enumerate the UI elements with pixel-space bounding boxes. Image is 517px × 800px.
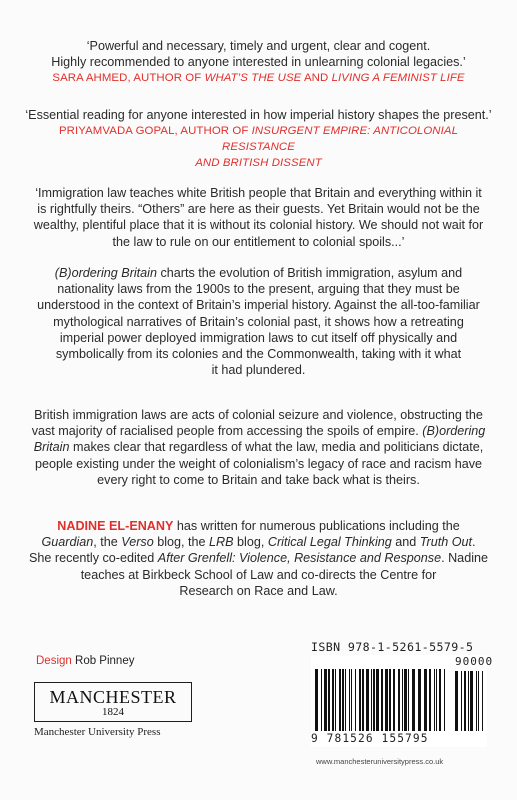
description-line: nationality laws from the 1900s to the present, arguing that they must be bbox=[57, 282, 460, 297]
barcode-number: 9 781526 155795 bbox=[311, 732, 429, 745]
book-description bbox=[24, 265, 493, 378]
description-line: symbolically from its colonies and the Commonwealth, taking with it what bbox=[55, 347, 462, 362]
quote-attribution: SARA AHMED, AUTHOR OF WHAT’S THE USE AND LIVING A FEMINIST LIFE bbox=[52, 72, 465, 85]
book-argument bbox=[24, 407, 493, 488]
bio-line: She recently co-edited After Grenfell: Violence, Resistance and Response. Nadine bbox=[28, 551, 489, 566]
argument-line: every right to come to Britain and take back what is theirs. bbox=[97, 472, 420, 487]
excerpt-quote bbox=[24, 185, 493, 250]
publisher-logo-box: MANCHESTER 1824 bbox=[34, 682, 192, 722]
argument-line: vast majority of racialised people from accessing the spoils of empire. (B)ordering bbox=[31, 424, 486, 439]
author-name: NADINE EL-ENANY bbox=[57, 519, 174, 533]
publisher-logo bbox=[34, 682, 192, 738]
excerpt-line: is rightfully theirs. “Others” are here as their guests. Yet Britain would not be the bbox=[37, 202, 480, 217]
excerpt-line: ‘Immigration law teaches white British people that Britain and everything within it bbox=[35, 186, 482, 200]
price-barcode-graphic bbox=[451, 669, 487, 731]
bio-line: Guardian, the Verso blog, the LRB blog, Critical Legal Thinking and Truth Out. bbox=[41, 535, 476, 550]
excerpt-line: wealthy, plentiful place that it is without its colonial history. We should not wait for bbox=[33, 218, 484, 233]
bio-line: NADINE EL-ENANY has written for numerous publications including the bbox=[57, 519, 460, 533]
praise-quote-ahmed bbox=[24, 38, 493, 86]
quote-attribution: PRIYAMVADA GOPAL, AUTHOR OF INSURGENT EMPIRE: ANTICOLONIAL RESISTANCE bbox=[58, 125, 459, 154]
ean-barcode-graphic bbox=[311, 655, 451, 731]
publisher-website: www.manchesteruniversitypress.co.uk bbox=[316, 757, 444, 766]
quote-line: ‘Powerful and necessary, timely and urgent, clear and cogent. bbox=[86, 39, 431, 53]
argument-line: Britain makes clear that regardless of what the law, media and politicians dictate, bbox=[33, 440, 484, 455]
description-line: (B)ordering Britain charts the evolution of British immigration, asylum and bbox=[54, 266, 463, 280]
author-bio bbox=[24, 518, 493, 599]
barcode bbox=[311, 655, 494, 747]
bio-line: teaches at Birkbeck School of Law and co-directs the Centre for bbox=[80, 567, 437, 582]
description-line: understood in the context of Britain’s imperial history. Against the all-too-familiar bbox=[37, 298, 480, 313]
quote-line: ‘Essential reading for anyone interested in how imperial history shapes the present.’ bbox=[25, 108, 492, 122]
publisher-name: Manchester University Press bbox=[34, 726, 161, 738]
isbn-text: ISBN 978-1-5261-5579-5 bbox=[311, 640, 474, 654]
price-code: 90000 bbox=[455, 655, 494, 668]
bio-line: Research on Race and Law. bbox=[179, 583, 338, 598]
argument-line: British immigration laws are acts of colonial seizure and violence, obstructing the bbox=[34, 408, 483, 422]
argument-line: people existing under the weight of colonialism’s legacy of race and racism have bbox=[34, 456, 483, 471]
description-line: imperial power deployed immigration laws to cut itself off physically and bbox=[59, 330, 458, 345]
quote-line: Highly recommended to anyone interested in unlearning colonial legacies.’ bbox=[51, 55, 466, 70]
description-line: it had plundered. bbox=[211, 363, 306, 378]
quote-attribution: AND BRITISH DISSENT bbox=[195, 157, 322, 170]
description-line: mythological narratives of Britain’s colonial past, it shows how a retreating bbox=[53, 314, 464, 329]
design-credit: Design Rob Pinney bbox=[36, 655, 135, 667]
praise-quote-gopal bbox=[24, 107, 493, 171]
excerpt-line: the law to rule on our entitlement to colonial spoils...’ bbox=[112, 234, 405, 249]
